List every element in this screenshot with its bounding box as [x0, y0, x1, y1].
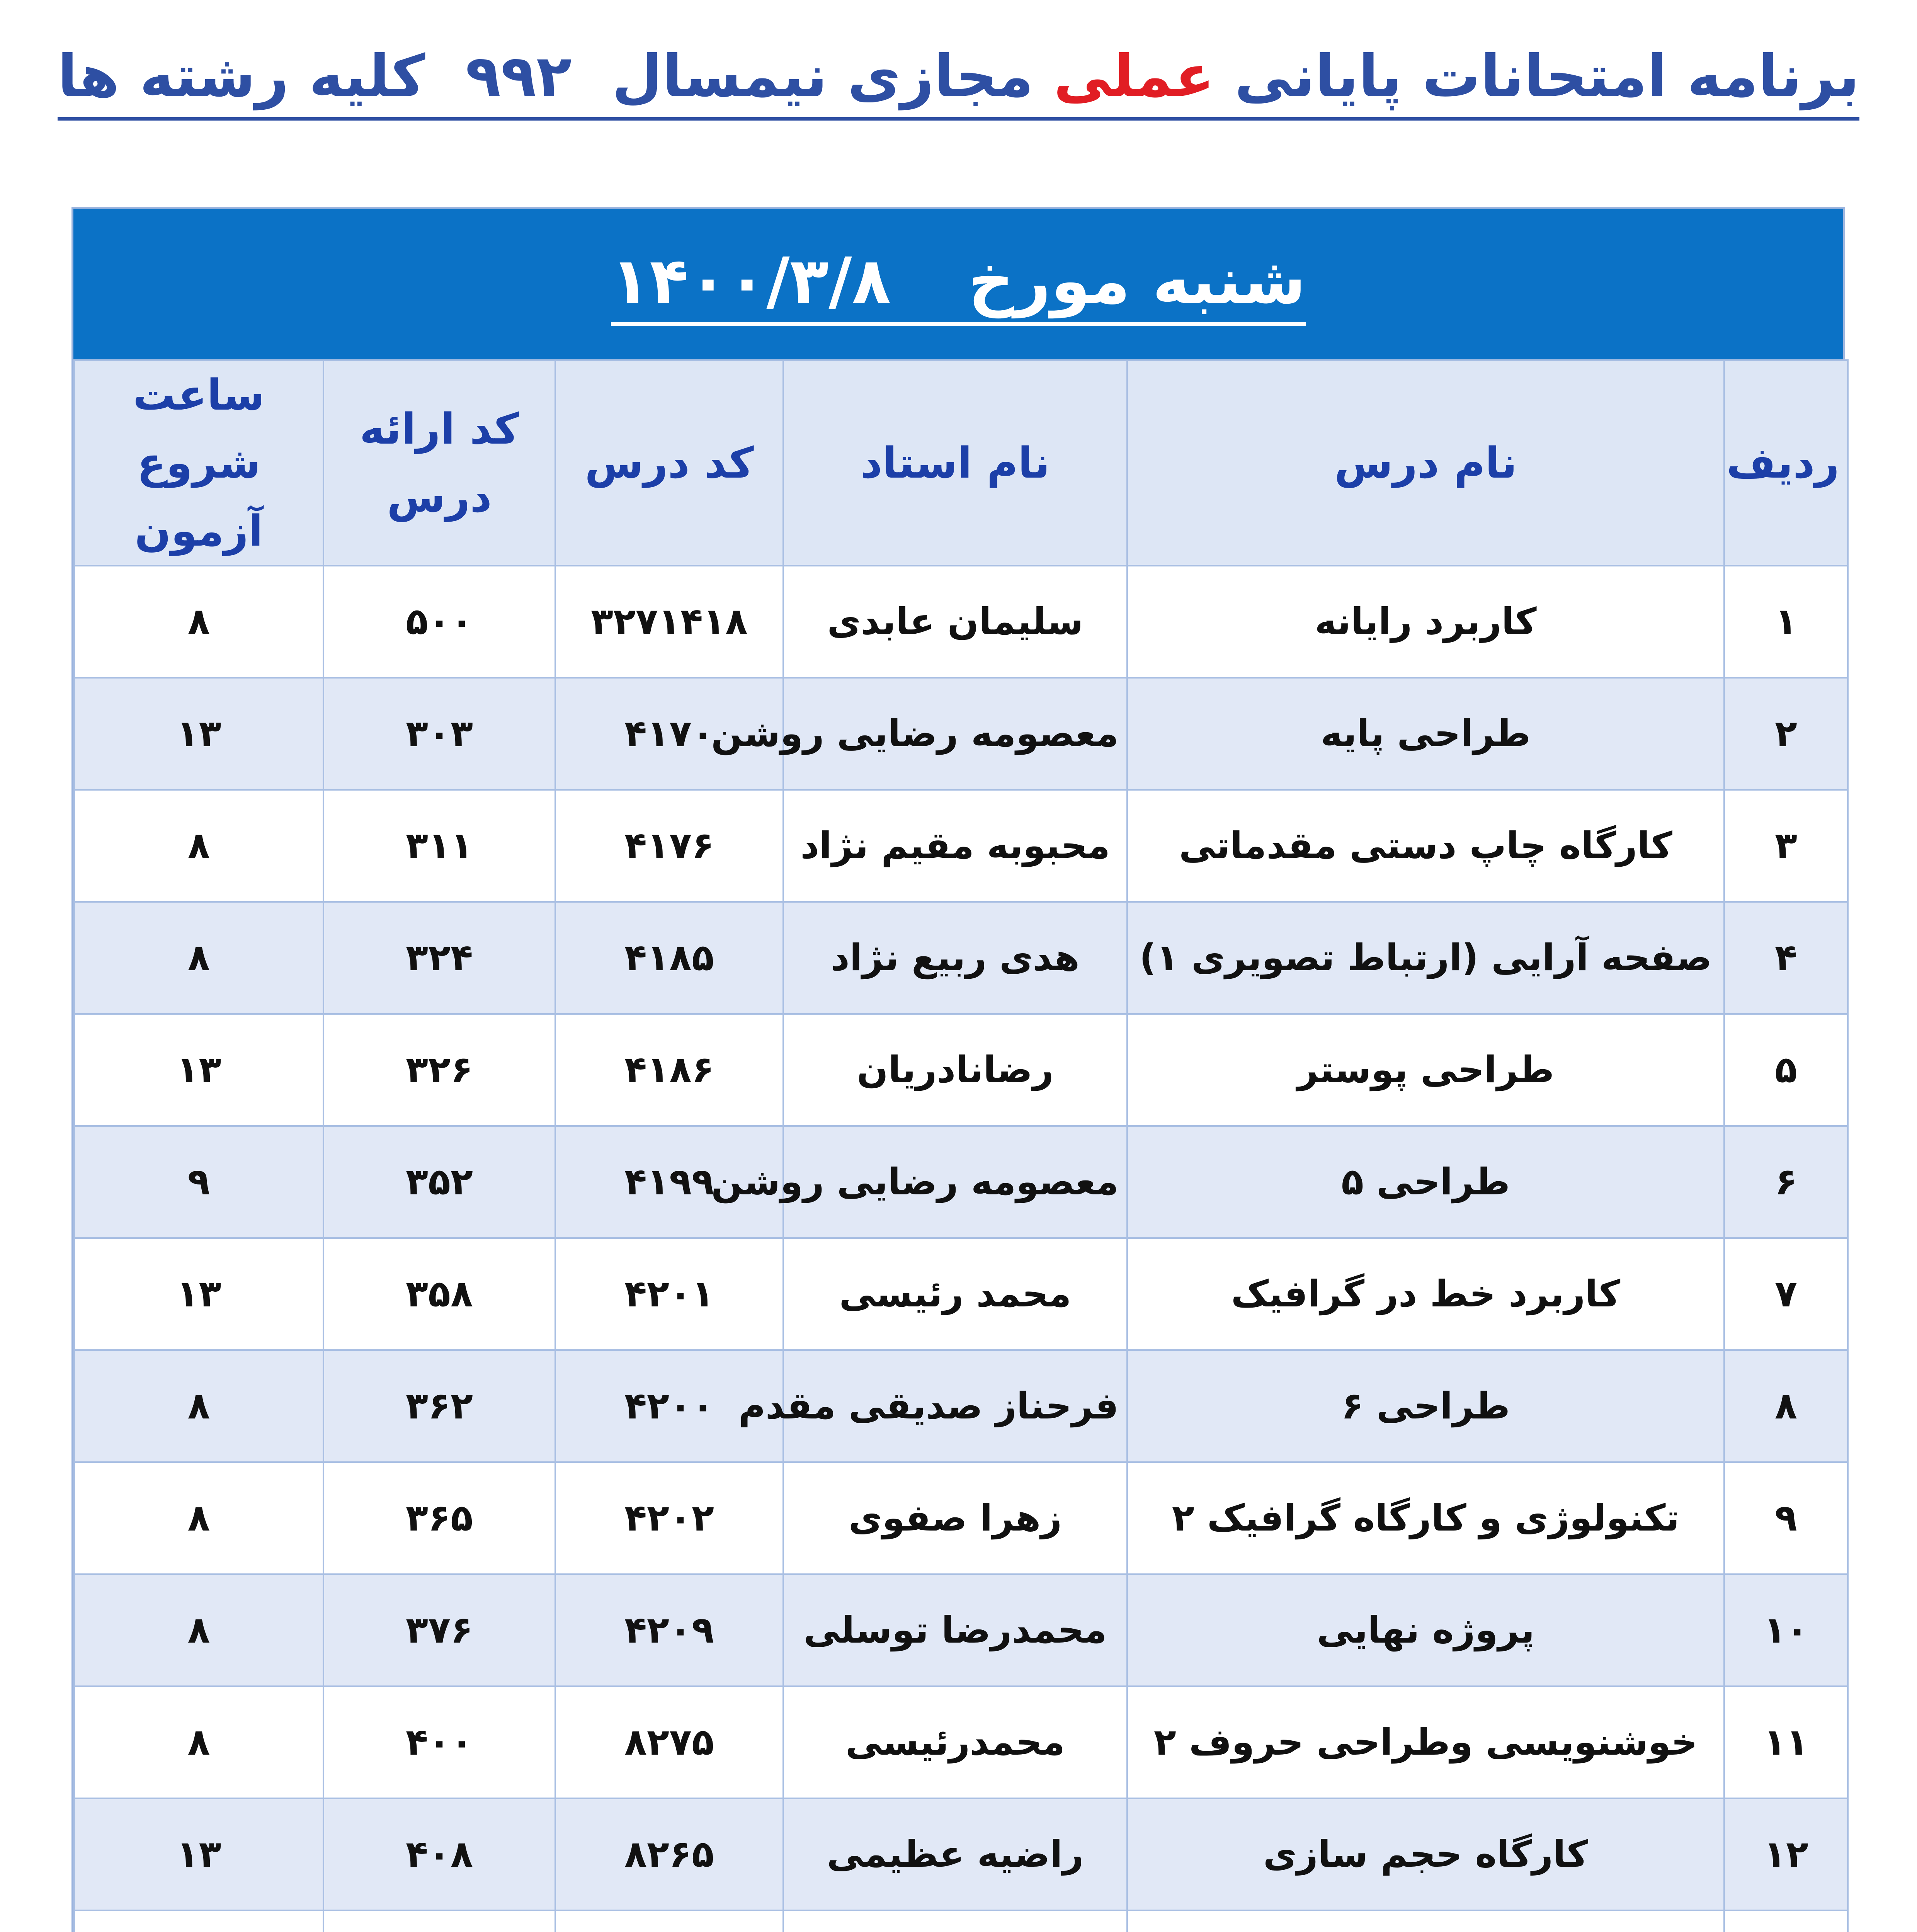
table-row: [74, 1798, 1848, 1910]
date-banner-text: [611, 243, 1306, 326]
cell-instructor: معصومه رضایی روشن: [783, 1126, 1127, 1238]
table-row: [74, 902, 1848, 1014]
cell-start-time: ۸: [74, 566, 323, 678]
table-row: [74, 790, 1848, 902]
table-row: [74, 1350, 1848, 1462]
cell-offering-code: ۳۰۳: [323, 678, 555, 790]
cell-offering-code: ۵۰۰: [323, 566, 555, 678]
header-course-code: کد درس: [555, 360, 783, 566]
cell-course-name: کاربرد خط در گرافیک: [1127, 1238, 1724, 1350]
cell-row-number: ۹: [1724, 1462, 1848, 1574]
cell-start-time: [74, 1910, 323, 1932]
cell-row-number: ۵: [1724, 1014, 1848, 1126]
cell-start-time: ۱۳: [74, 1238, 323, 1350]
cell-instructor: محمد رئیسی: [783, 1238, 1127, 1350]
cell-offering-code: ۳۶۵: [323, 1462, 555, 1574]
cell-course-name: تکنولوژی و کارگاه گرافیک ۲: [1127, 1462, 1724, 1574]
cell-row-number: ۱۱: [1724, 1686, 1848, 1798]
cell-course-name: طراحی پوستر: [1127, 1014, 1724, 1126]
title-accent-word: عملی: [1053, 43, 1214, 110]
cell-instructor: محمدرضا توسلی: [783, 1574, 1127, 1686]
cell-course-code: ۴۱۸۵: [555, 902, 783, 1014]
cell-start-time: ۱۳: [74, 1014, 323, 1126]
cell-row-number: ۱۰: [1724, 1574, 1848, 1686]
cell-start-time: ۸: [74, 1574, 323, 1686]
cell-row-number: ۱: [1724, 566, 1848, 678]
cell-start-time: ۱۳: [74, 678, 323, 790]
cell-start-time: ۱۳: [74, 1798, 323, 1910]
cell-row-number: ۴: [1724, 902, 1848, 1014]
date-banner-day: شنبه مورخ: [968, 243, 1306, 318]
cell-course-code: ۳۲۷۱۴۱۸: [555, 566, 783, 678]
cell-row-number: ۸: [1724, 1350, 1848, 1462]
cell-course-code: ۸۲۶۵: [555, 1798, 783, 1910]
cell-course-name: [1127, 1910, 1724, 1932]
table-row: [74, 1014, 1848, 1126]
date-banner-date: ۱۴۰۰/۳/۸: [611, 243, 891, 318]
cell-start-time: ۸: [74, 902, 323, 1014]
table-row: [74, 566, 1848, 678]
table-row: [74, 1574, 1848, 1686]
table-row: [74, 1686, 1848, 1798]
table-body: [74, 566, 1848, 1932]
table-row: [74, 1126, 1848, 1238]
cell-offering-code: ۳۷۶: [323, 1574, 555, 1686]
cell-instructor: هدی ربیع نژاد: [783, 902, 1127, 1014]
table-row: [74, 678, 1848, 790]
cell-course-code: ۴۲۰۲: [555, 1462, 783, 1574]
cell-course-code: ۴۲۰۱: [555, 1238, 783, 1350]
page-title-text: [58, 41, 1859, 121]
cell-start-time: ۸: [74, 790, 323, 902]
cell-offering-code: ۳۱۱: [323, 790, 555, 902]
cell-offering-code: [323, 1910, 555, 1932]
cell-offering-code: ۳۲۴: [323, 902, 555, 1014]
date-banner: [73, 209, 1843, 359]
exam-schedule: [71, 207, 1845, 1932]
table-row: [74, 1238, 1848, 1350]
page-title: [0, 41, 1917, 121]
cell-row-number: ۷: [1724, 1238, 1848, 1350]
cell-course-name: کاربرد رایانه: [1127, 566, 1724, 678]
table-header-row: [74, 360, 1848, 566]
cell-course-name: پروژه نهایی: [1127, 1574, 1724, 1686]
cell-course-name: خوشنویسی وطراحی حروف ۲: [1127, 1686, 1724, 1798]
cell-offering-code: ۳۵۸: [323, 1238, 555, 1350]
cell-instructor: محبوبه مقیم نژاد: [783, 790, 1127, 902]
cell-start-time: ۸: [74, 1462, 323, 1574]
cell-offering-code: ۴۰۰: [323, 1686, 555, 1798]
cell-offering-code: ۳۵۲: [323, 1126, 555, 1238]
cell-course-code: ۴۱۹۹: [555, 1126, 783, 1238]
cell-course-name: طراحی ۵: [1127, 1126, 1724, 1238]
cell-row-number: [1724, 1910, 1848, 1932]
cell-course-code: ۴۱۷۶: [555, 790, 783, 902]
title-part-1: برنامه امتحانات پایانی: [1234, 43, 1860, 110]
cell-course-name: کارگاه حجم سازی: [1127, 1798, 1724, 1910]
cell-instructor: رضانادریان: [783, 1014, 1127, 1126]
cell-start-time: ۸: [74, 1350, 323, 1462]
header-offering-code: کد ارائه درس: [323, 360, 555, 566]
cell-course-code: ۴۱۸۶: [555, 1014, 783, 1126]
cell-row-number: ۳: [1724, 790, 1848, 902]
header-instructor: نام استاد: [783, 360, 1127, 566]
cell-row-number: ۲: [1724, 678, 1848, 790]
cell-course-name: صفحه آرایی (ارتباط تصویری ۱): [1127, 902, 1724, 1014]
cell-course-code: [555, 1910, 783, 1932]
header-start-time: ساعت شروع آزمون: [74, 360, 323, 566]
cell-instructor: محمدرئیسی: [783, 1686, 1127, 1798]
cell-row-number: ۱۲: [1724, 1798, 1848, 1910]
cell-instructor: راضیه عظیمی: [783, 1798, 1127, 1910]
cell-course-name: کارگاه چاپ دستی مقدماتی: [1127, 790, 1724, 902]
cell-start-time: ۸: [74, 1686, 323, 1798]
cell-course-code: ۴۲۰۹: [555, 1574, 783, 1686]
cell-course-name: طراحی پایه: [1127, 678, 1724, 790]
header-row-number: ردیف: [1724, 360, 1848, 566]
table-row: [74, 1462, 1848, 1574]
cell-offering-code: ۳۲۶: [323, 1014, 555, 1126]
schedule-table: [73, 359, 1849, 1932]
cell-instructor: معصومه رضایی روشن: [783, 678, 1127, 790]
cell-offering-code: ۴۰۸: [323, 1798, 555, 1910]
cell-instructor: فرحناز صدیقی مقدم: [783, 1350, 1127, 1462]
cell-course-code: ۴۲۰۰: [555, 1350, 783, 1462]
cell-course-code: ۴۱۷۰: [555, 678, 783, 790]
table-row: [74, 1910, 1848, 1932]
cell-instructor: زهرا صفوی: [783, 1462, 1127, 1574]
cell-offering-code: ۳۶۲: [323, 1350, 555, 1462]
cell-course-code: ۸۲۷۵: [555, 1686, 783, 1798]
cell-start-time: ۹: [74, 1126, 323, 1238]
header-course-name: نام درس: [1127, 360, 1724, 566]
cell-instructor: سلیمان عابدی: [783, 566, 1127, 678]
title-part-2: مجازی نیمسال ۹۹۲ کلیه رشته ها: [57, 43, 1034, 110]
cell-row-number: ۶: [1724, 1126, 1848, 1238]
cell-instructor: [783, 1910, 1127, 1932]
cell-course-name: طراحی ۶: [1127, 1350, 1724, 1462]
